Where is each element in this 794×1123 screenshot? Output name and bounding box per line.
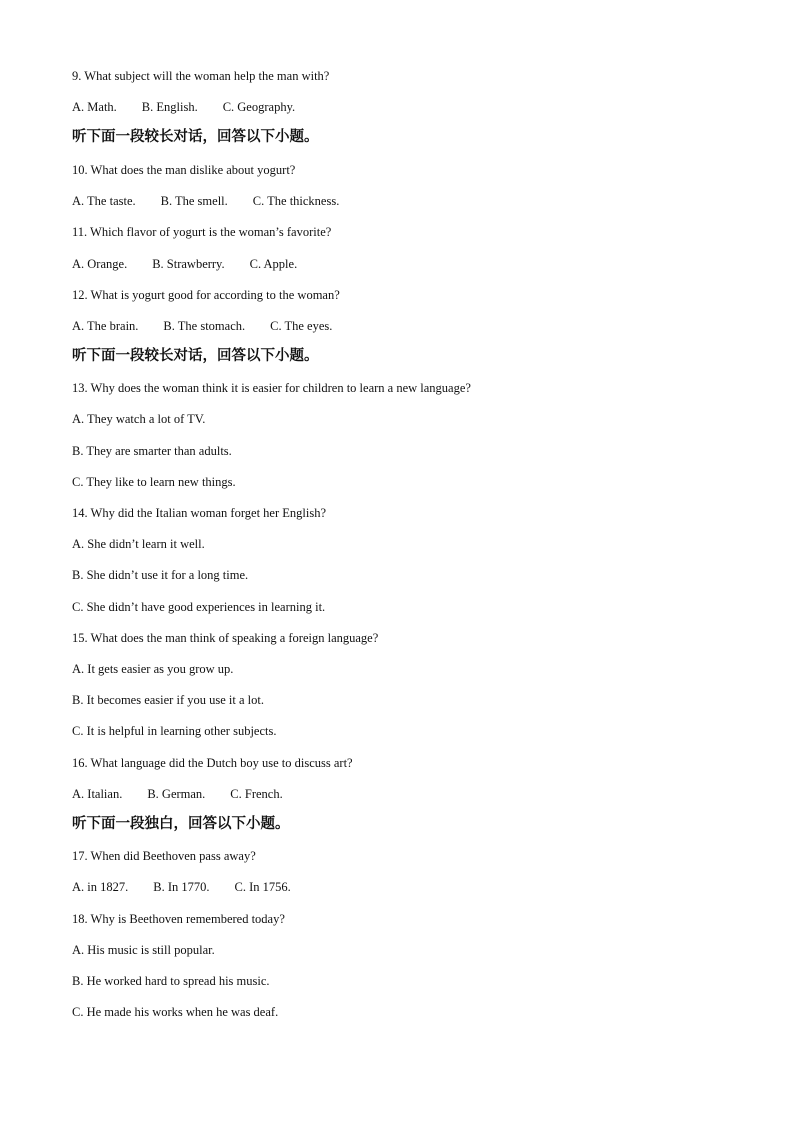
question-15: 15. What does the man think of speaking a foreign language?	[72, 631, 379, 645]
options-10: A. The taste. B. The smell. C. The thickness.	[72, 194, 340, 208]
question-14: 14. Why did the Italian woman forget her English?	[72, 506, 326, 520]
options-12: A. The brain. B. The stomach. C. The eyes.	[72, 319, 333, 333]
options-9: A. Math. B. English. C. Geography.	[72, 100, 296, 114]
section-heading: 听下面一段较长对话，回答以下小题。	[72, 129, 319, 145]
question-18: 18. Why is Beethoven remembered today?	[72, 912, 285, 926]
option-18-b: B. He worked hard to spread his music.	[72, 974, 270, 988]
question-13: 13. Why does the woman think it is easier for children to learn a new language?	[72, 381, 471, 395]
question-16: 16. What language did the Dutch boy use to discuss art?	[72, 756, 353, 770]
option-15-a: A. It gets easier as you grow up.	[72, 662, 234, 676]
options-16: A. Italian. B. German. C. French.	[72, 787, 283, 801]
question-17: 17. When did Beethoven pass away?	[72, 849, 256, 863]
options-17: A. in 1827. B. In 1770. C. In 1756.	[72, 880, 291, 894]
option-13-b: B. They are smarter than adults.	[72, 444, 232, 458]
option-13-a: A. They watch a lot of TV.	[72, 412, 206, 426]
options-11: A. Orange. B. Strawberry. C. Apple.	[72, 257, 298, 271]
question-11: 11. Which flavor of yogurt is the woman’s favorite?	[72, 225, 332, 239]
option-13-c: C. They like to learn new things.	[72, 475, 236, 489]
section-heading: 听下面一段独白，回答以下小题。	[72, 816, 290, 832]
option-18-c: C. He made his works when he was deaf.	[72, 1005, 279, 1019]
option-15-c: C. It is helpful in learning other subjects.	[72, 724, 277, 738]
option-14-a: A. She didn’t learn it well.	[72, 537, 205, 551]
question-12: 12. What is yogurt good for according to the woman?	[72, 288, 340, 302]
option-15-b: B. It becomes easier if you use it a lot.	[72, 693, 264, 707]
option-14-c: C. She didn’t have good experiences in learning it.	[72, 600, 326, 614]
question-9: 9. What subject will the woman help the man with?	[72, 69, 330, 83]
question-10: 10. What does the man dislike about yogurt?	[72, 163, 296, 177]
section-heading: 听下面一段较长对话，回答以下小题。	[72, 348, 319, 364]
option-18-a: A. His music is still popular.	[72, 943, 215, 957]
option-14-b: B. She didn’t use it for a long time.	[72, 568, 249, 582]
